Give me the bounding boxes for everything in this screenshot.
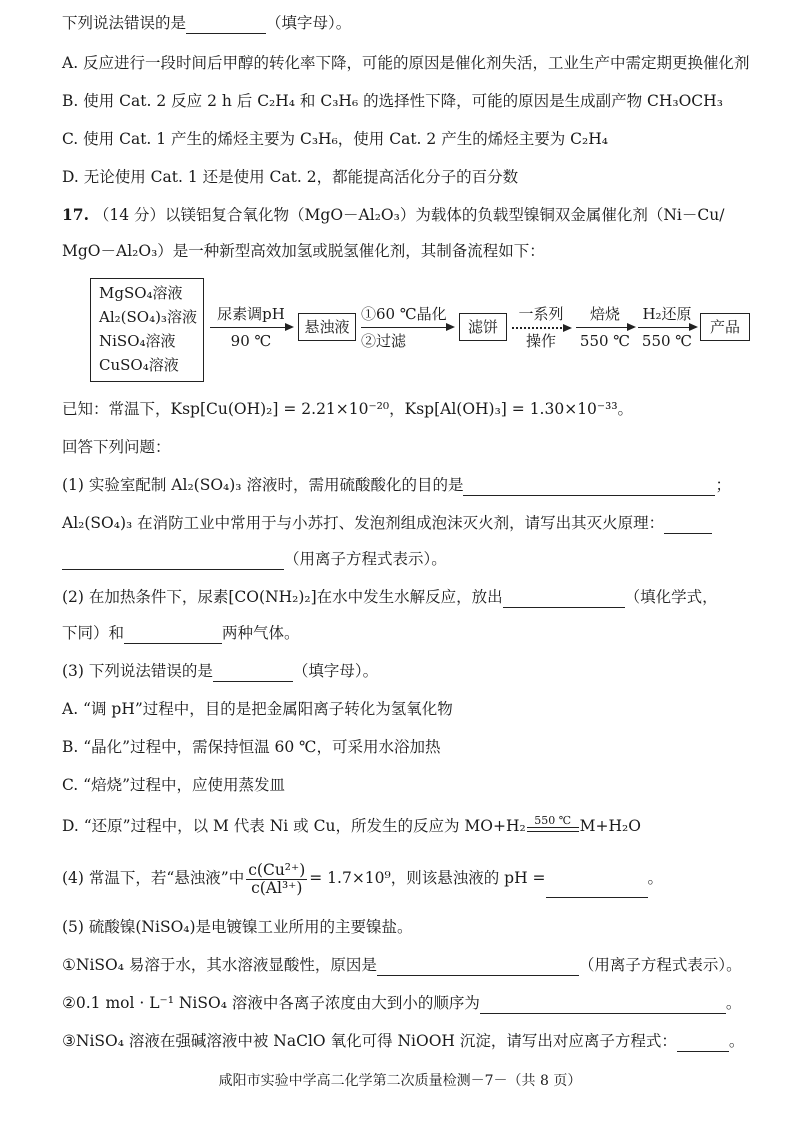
part4-value: = 1.7×10⁹，则该悬浊液的 pH = [309,869,546,887]
q16-option-c: C. 使用 Cat. 1 产生的烯烃主要为 C₃H₆，使用 Cat. 2 产生的烯烃主要为 C₂H₄ [62,130,608,148]
part1-question: (1) 实验室配制 Al₂(SO₄)₃ 溶液时，需用硫酸酸化的目的是 [62,476,464,494]
q17-intro-text1: （14 分）以镁铝复合氧化物（MgO－Al₂O₃）为载体的负载型镍铜双金属催化剂（Ni－Cu/ [93,206,725,224]
flow-arrow-2 [361,327,453,328]
q16-option-a: A. 反应进行一段时间后甲醇的转化率下降，可能的原因是催化剂失活，工业生产中需定期更换催化剂 [62,54,750,72]
part5-sub1-hint: （用离子方程式表示）。 [578,956,742,974]
flow-step4-temp: 550 ℃ [579,332,631,350]
flow-step5-reduce: H₂还原 [642,305,692,323]
ratio-numerator: c(Cu²⁺) [248,860,306,879]
q16-stem [62,12,351,34]
part1-line2 [62,512,712,534]
part5-sub1-blank[interactable] [377,958,579,976]
q16-stem-suffix: （填字母）。 [266,14,352,32]
part5-sub3-question: ③NiSO₄ 溶液在强碱溶液中被 NaClO 氧化可得 NiOOH 沉淀，请写出对应离子方程式： [62,1032,677,1050]
part5-sub3-end: 。 [728,1032,745,1050]
q16-stem-text: 下列说法错误的是 [62,14,187,32]
part5-sub1-question: ①NiSO₄ 易溶于水，其水溶液显酸性，原因是 [62,956,377,974]
page-footer: 咸阳市实验中学高二化学第二次质量检测－7－（共 8 页） [218,1073,582,1089]
part4-end: 。 [647,869,664,887]
part2-gas2-blank[interactable] [124,626,222,644]
flow-step5-temp: 550 ℃ [641,332,693,350]
part3-option-d [62,815,641,837]
part5-sub3-blank[interactable] [677,1034,729,1052]
q17-number: 17. [62,205,89,224]
part1-end: ； [715,476,731,494]
equals-sign-icon [527,827,579,832]
part4-ph-blank[interactable] [546,871,648,898]
flow-arrow-1 [210,327,292,328]
part2-line1 [62,586,718,608]
part5-sub2-end: 。 [725,994,742,1012]
flow-arrow-5 [638,327,696,328]
part1-line1 [62,474,731,496]
ksp-al-oh3: Ksp[Al(OH)₃] = 1.30×10⁻³³。 [404,400,634,418]
part2-end: 两种气体。 [222,624,300,642]
part1-foam-blank-start[interactable] [664,516,712,534]
flow-step3-operation: 操作 [525,332,556,350]
ksp-cu-oh2: Ksp[Cu(OH)₂] = 2.21×10⁻²⁰， [170,400,405,418]
q16-answer-blank[interactable] [186,16,266,34]
part3-option-d-products: M+H₂O [579,817,641,835]
known-data [62,398,633,420]
part5-sub2 [62,992,741,1014]
ratio-denominator: c(Al³⁺) [251,878,303,897]
part1-hint: （用离子方程式表示）。 [284,550,447,568]
part3-option-b: B. “晶化”过程中，需保持恒温 60 ℃，可采用水浴加热 [62,738,441,756]
part1-foam-question: Al₂(SO₄)₃ 在消防工业中常用于与小苏打、发泡剂组成泡沫灭火剂，请写出其灭火原理： [62,514,665,532]
part2-and: 下同）和 [62,624,125,642]
flow-step3-series: 一系列 [518,305,564,323]
flow-box-product: 产品 [700,313,750,341]
part1-answer-blank[interactable] [463,478,715,496]
part3-option-a: A. “调 pH”过程中，目的是把金属阳离子转化为氢氧化物 [62,700,453,718]
q17-intro-line1 [62,204,724,226]
concentration-ratio [246,862,307,897]
flow-input-box [90,278,204,382]
answer-prompt: 回答下列问题： [62,438,171,456]
flow-box-filtercake: 滤饼 [459,313,507,341]
part2-gas1-blank[interactable] [503,590,625,608]
q16-option-b: B. 使用 Cat. 2 反应 2 h 后 C₂H₄ 和 C₃H₆ 的选择性下降，可能的原因是生成副产物 CH₃OCH₃ [62,92,723,110]
part4-line [62,858,663,898]
flow-input-niso4: NiSO₄溶液 [99,332,176,350]
part5-intro: (5) 硫酸镍(NiSO₄)是电镀镍工业所用的主要镍盐。 [62,918,413,936]
flow-step4-calcine: 焙烧 [589,305,620,323]
part5-sub3 [62,1030,744,1052]
q17-intro-line2: MgO－Al₂O₃）是一种新型高效加氢或脱氢催化剂，其制备流程如下： [62,242,545,260]
part3-hint: （填字母）。 [292,662,379,680]
reaction-temp: 550 ℃ [534,814,572,827]
flow-box-suspension: 悬浊液 [298,313,356,341]
part5-sub2-question: ②0.1 mol · L⁻¹ NiSO₄ 溶液中各离子浓度由大到小的顺序为 [62,994,480,1012]
part3-answer-blank[interactable] [213,664,293,682]
part3-stem [62,660,378,682]
part3-option-d-text: D. “还原”过程中，以 M 代表 Ni 或 Cu，所发生的反应为 MO+H₂ [62,817,526,835]
part2-hint: （填化学式， [624,588,718,606]
reaction-condition [527,815,579,837]
flow-step2-crystallize: ①60 ℃晶化 [361,305,447,323]
part4-question: (4) 常温下，若“悬浊液”中 [62,869,245,887]
part2-question: (2) 在加热条件下，尿素[CO(NH₂)₂]在水中发生水解反应，放出 [62,588,503,606]
part1-foam-blank[interactable] [62,552,284,570]
flow-input-al2so43: Al₂(SO₄)₃溶液 [99,308,197,326]
flow-step1-condition: 尿素调pH [217,305,285,323]
flow-input-cuso4: CuSO₄溶液 [99,356,179,374]
part5-sub2-blank[interactable] [480,996,726,1014]
q16-option-d: D. 无论使用 Cat. 1 还是使用 Cat. 2，都能提高活化分子的百分数 [62,168,519,186]
part3-question: (3) 下列说法错误的是 [62,662,213,680]
flow-step1-temp: 90 ℃ [230,332,272,350]
flow-step2-filter: ②过滤 [361,332,407,350]
known-prefix: 已知：常温下， [62,400,171,418]
flow-arrow-3 [512,327,570,329]
part5-sub1 [62,954,742,976]
part1-line3 [62,548,447,570]
flow-input-mgso4: MgSO₄溶液 [99,284,183,302]
part3-option-c: C. “焙烧”过程中，应使用蒸发皿 [62,776,286,794]
flow-arrow-4 [576,327,634,328]
part2-line2 [62,622,300,644]
